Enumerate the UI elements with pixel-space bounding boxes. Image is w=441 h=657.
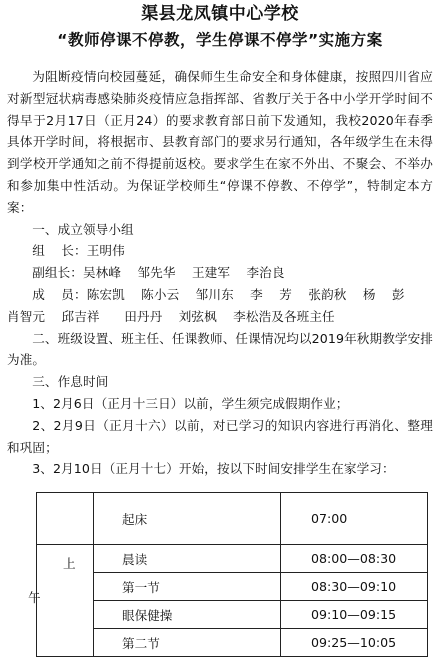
activity-cell: 第二节 — [94, 629, 281, 657]
members-line-2: 肖智元 邱吉祥 田丹丹 刘弦枫 李松浩及各班主任 — [7, 308, 335, 324]
leader-name: 王明伟 — [86, 243, 125, 259]
section1-heading: 一、成立领导小组 — [32, 221, 134, 237]
intro-paragraph: 为阻断疫情向校园蔓延，确保师生生命安全和身体健康，按照四川省应对新型冠状病毒感染肺炎疫情应急指挥部、省教厅关于各中小学开学时间不得早于2月17日（正月24）的要求教育部日前下发通知，我校2020年春季具体开学时间，将根据市、县教育部门的要求另行通知，各年级学生在未得到学校开学通知之前不得提前返校。要求学生在家不外出、不聚会、不举办和参加集中性活动。为保证学校师生“停课不停教、不停学”，特制定本方案： — [7, 69, 433, 215]
table-row — [37, 573, 428, 601]
members-line-1 — [7, 284, 433, 306]
members-block — [7, 284, 433, 328]
deputy-names: 吴林峰 邹先华 王建军 李治良 — [82, 265, 285, 281]
leader-line — [7, 240, 433, 262]
school-title: 渠县龙凤镇中心学校 — [141, 4, 299, 24]
time-cell: 08:30—09:10 — [281, 573, 428, 601]
time-cell: 09:25—10:05 — [281, 629, 428, 657]
activity-cell: 第一节 — [94, 573, 281, 601]
schedule-item-1: 1、2月6日（正月十三日）以前，学生须完成假期作业； — [32, 395, 349, 411]
plan-title: “教师停课不停教，学生停课不停学”实施方案 — [57, 31, 383, 49]
deputy-line — [7, 262, 433, 284]
schedule-item-2: 2、2月9日（正月十六）以前，对已学习的知识内容进行再消化、整理和巩固； — [7, 417, 433, 455]
table-row — [37, 601, 428, 629]
time-cell: 07:00 — [281, 493, 428, 545]
members-names-1: 陈宏凯 陈小云 邹川东 李 芳 张韵秋 杨 彭 — [86, 286, 405, 302]
period-label-overflow: 午 — [28, 590, 41, 605]
deputy-label: 副组长： — [32, 265, 83, 281]
activity-cell: 起床 — [94, 493, 281, 545]
section3-heading: 三、作息时间 — [32, 374, 109, 390]
daily-schedule-table — [36, 492, 428, 657]
leader-label: 组 长： — [32, 243, 87, 259]
document-body — [7, 66, 433, 480]
section2-paragraph: 二、班级设置、班主任、任课教师、任课情况均以2019年秋期教学安排为准。 — [7, 330, 433, 368]
time-cell: 08:00—08:30 — [281, 545, 428, 573]
table-row — [37, 493, 428, 545]
schedule-item-3: 3、2月10日（正月十七）开始，按以下时间安排学生在家学习： — [32, 461, 395, 477]
members-label: 成 员： — [32, 286, 87, 302]
period-cell-morning — [37, 545, 94, 657]
table-row — [37, 545, 428, 573]
time-cell: 09:10—09:15 — [281, 601, 428, 629]
table-row — [37, 629, 428, 657]
activity-cell: 晨读 — [94, 545, 281, 573]
period-label: 上 — [63, 556, 76, 571]
activity-cell: 眼保健操 — [94, 601, 281, 629]
period-cell-empty — [37, 493, 94, 545]
